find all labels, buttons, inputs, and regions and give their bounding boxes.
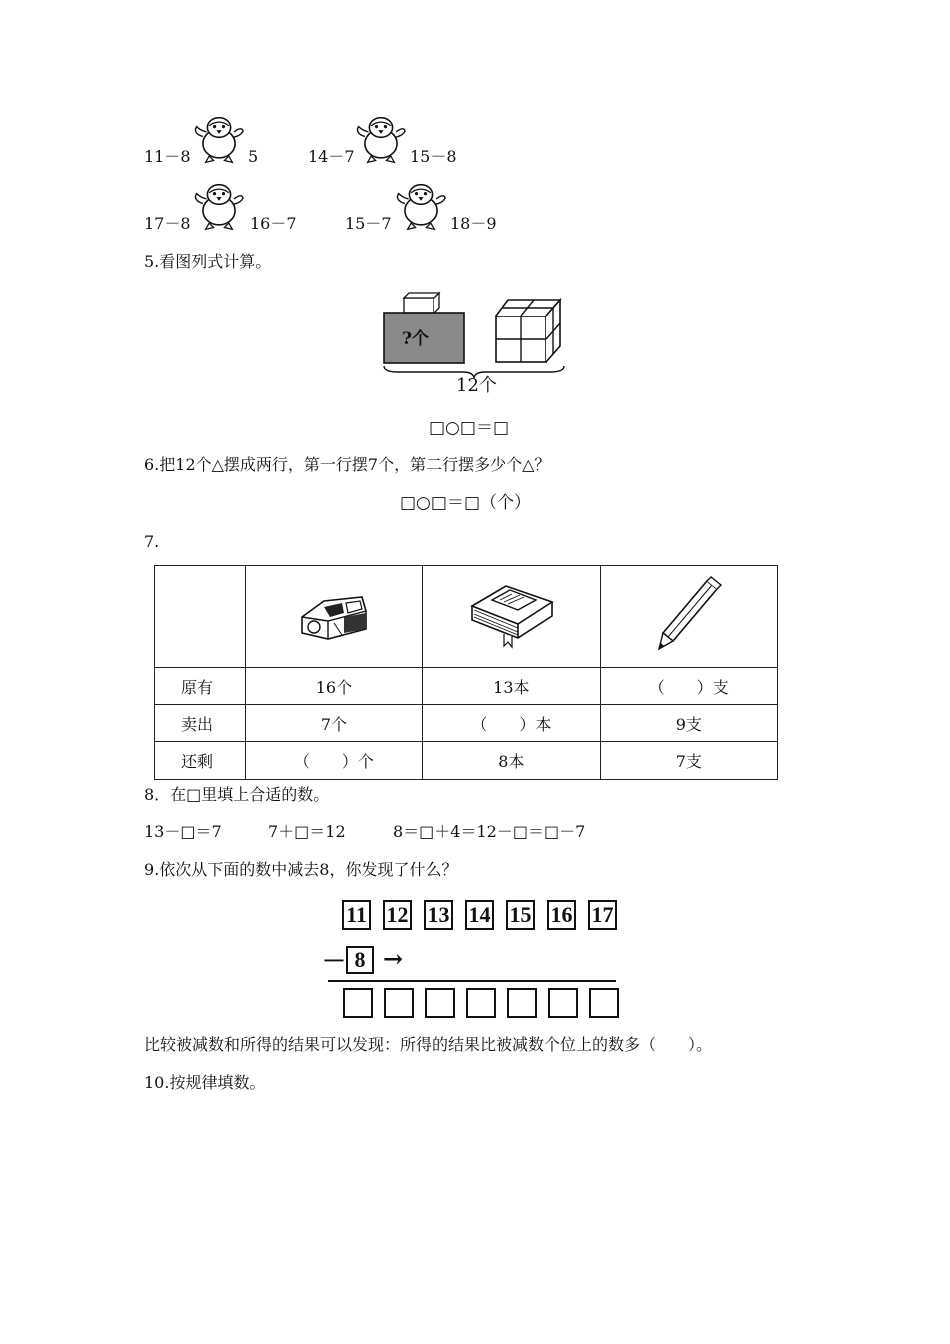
penguin-compare-icon[interactable]	[350, 115, 412, 165]
q7-cell: 13本	[423, 668, 600, 705]
minuend-box: 14	[465, 900, 494, 930]
q5-bag-label: ?个	[402, 329, 429, 349]
minuend-box: 12	[383, 900, 412, 930]
result-box[interactable]	[466, 988, 496, 1018]
q5-title: 5.看图列式计算。	[144, 252, 272, 271]
q7-row-label: 还剩	[155, 742, 246, 780]
q5-total-label: 12个	[456, 375, 497, 396]
q7-answer-cell[interactable]: （ ）本	[423, 705, 600, 742]
q8-eq2[interactable]: 7＋□＝12	[268, 822, 346, 841]
q4-expr-3-right: 16－7	[250, 214, 297, 233]
pencil-icon	[649, 575, 729, 655]
minuend-box: 13	[424, 900, 453, 930]
minuend-box: 11	[342, 900, 371, 930]
sharpener-icon	[294, 583, 374, 647]
result-line	[328, 980, 616, 982]
q8-title: 8．在□里填上合适的数。	[144, 785, 330, 804]
result-box[interactable]	[589, 988, 619, 1018]
q4-expr-3-left: 17－8	[144, 214, 191, 233]
subtrahend-box: 8	[346, 946, 374, 974]
q7-table	[154, 565, 778, 780]
q7-cell: 8本	[423, 742, 600, 780]
minuend-box: 16	[547, 900, 576, 930]
q7-answer-cell[interactable]: （ ）支	[600, 668, 777, 705]
result-box[interactable]	[548, 988, 578, 1018]
minuend-box: 17	[588, 900, 617, 930]
q7-cell: 7个	[245, 705, 422, 742]
q7-cell: 7支	[600, 742, 777, 780]
q7-answer-cell[interactable]: （ ）个	[245, 742, 422, 780]
minuend-box: 15	[506, 900, 535, 930]
q4-expr-4-left: 15－7	[345, 214, 392, 233]
result-box[interactable]	[507, 988, 537, 1018]
q7-item-pencil	[600, 566, 777, 668]
q7-row-label: 原有	[155, 668, 246, 705]
q8-eq3[interactable]: 8＝□＋4＝12－□＝□－7	[393, 822, 586, 841]
penguin-compare-icon[interactable]	[390, 182, 452, 232]
q9-conclusion[interactable]: 比较被减数和所得的结果可以发现：所得的结果比被减数个位上的数多（ ）。	[144, 1035, 713, 1054]
minus-sign: －	[322, 946, 346, 975]
q7-item-sharpener	[245, 566, 422, 668]
arrow-icon: →	[383, 944, 404, 973]
q4-expr-2-left: 14－7	[308, 147, 355, 166]
result-box[interactable]	[343, 988, 373, 1018]
cube-stack-icon	[496, 300, 560, 362]
q6-title: 6.把12个△摆成两行，第一行摆7个，第二行摆多少个△？	[144, 455, 551, 474]
q4-expr-2-right: 15－8	[410, 147, 457, 166]
q7-cell: 9支	[600, 705, 777, 742]
q4-expr-1-right: 5	[248, 147, 259, 166]
penguin-compare-icon[interactable]	[188, 115, 250, 165]
q7-cell: 16个	[245, 668, 422, 705]
q4-expr-4-right: 18－9	[450, 214, 497, 233]
book-icon	[466, 580, 556, 650]
q7-corner-cell	[155, 566, 246, 668]
q10-title: 10.按规律填数。	[144, 1073, 266, 1092]
q7-item-book	[423, 566, 600, 668]
small-box-icon	[404, 298, 434, 313]
q9-title: 9.依次从下面的数中减去8，你发现了什么？	[144, 860, 458, 879]
q7-row-label: 卖出	[155, 705, 246, 742]
result-box[interactable]	[425, 988, 455, 1018]
q8-eq1[interactable]: 13－□＝7	[144, 822, 222, 841]
q5-equation[interactable]: □○□＝□	[429, 418, 510, 438]
q7-title: 7.	[144, 532, 160, 551]
q6-equation[interactable]: □○□＝□（个）	[400, 493, 532, 513]
penguin-compare-icon[interactable]	[188, 182, 250, 232]
q4-expr-1-left: 11－8	[144, 147, 191, 166]
result-box[interactable]	[384, 988, 414, 1018]
